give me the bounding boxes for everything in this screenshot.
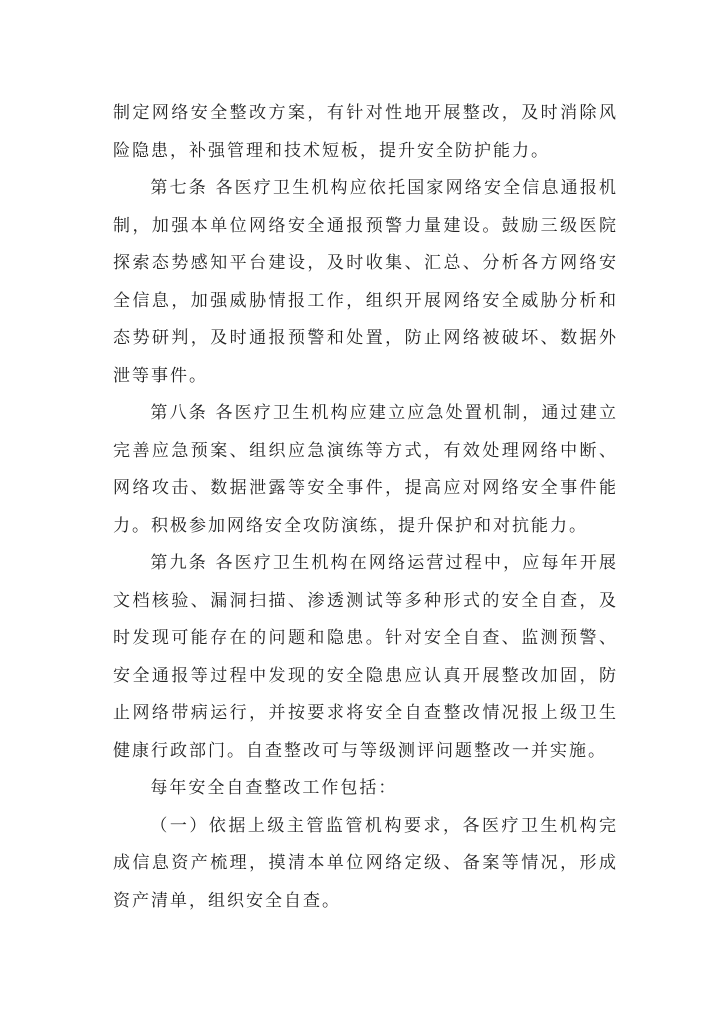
paragraph-continuation: 制定网络安全整改方案，有针对性地开展整改，及时消除风险隐患，补强管理和技术短板，提升安全防护能力。 [113, 103, 618, 161]
document-body [113, 95, 618, 920]
paragraph-item-1: （一）依据上级主管监管机构要求，各医疗卫生机构完成信息资产梳理，摸清本单位网络定级、备案等情况，形成资产清单，组织安全自查。 [113, 815, 618, 911]
paragraph-self-check-intro: 每年安全自查整改工作包括： [150, 778, 398, 798]
paragraph-article-7: 第七条 各医疗卫生机构应依托国家网络安全信息通报机制，加强本单位网络安全通报预警力量建设。鼓励三级医院探索态势感知平台建设，及时收集、汇总、分析各方网络安全信息，加强威胁情报工作，组织开展网络安全威胁分析和态势研判，及时通报预警和处置，防止网络被破坏、数据外泄等事件。 [113, 178, 618, 386]
paragraph-article-8: 第八条 各医疗卫生机构应建立应急处置机制，通过建立完善应急预案、组织应急演练等方式，有效处理网络中断、网络攻击、数据泄露等安全事件，提高应对网络安全事件能力。积极参加网络安全攻防演练，提升保护和对抗能力。 [113, 403, 618, 536]
paragraph-article-9: 第九条 各医疗卫生机构在网络运营过程中，应每年开展文档核验、漏洞扫描、渗透测试等多种形式的安全自查，及时发现可能存在的问题和隐患。针对安全自查、监测预警、安全通报等过程中发现的安全隐患应认真开展整改加固，防止网络带病运行，并按要求将安全自查整改情况报上级卫生健康行政部门。自查整改可与等级测评问题整改一并实施。 [113, 553, 618, 761]
